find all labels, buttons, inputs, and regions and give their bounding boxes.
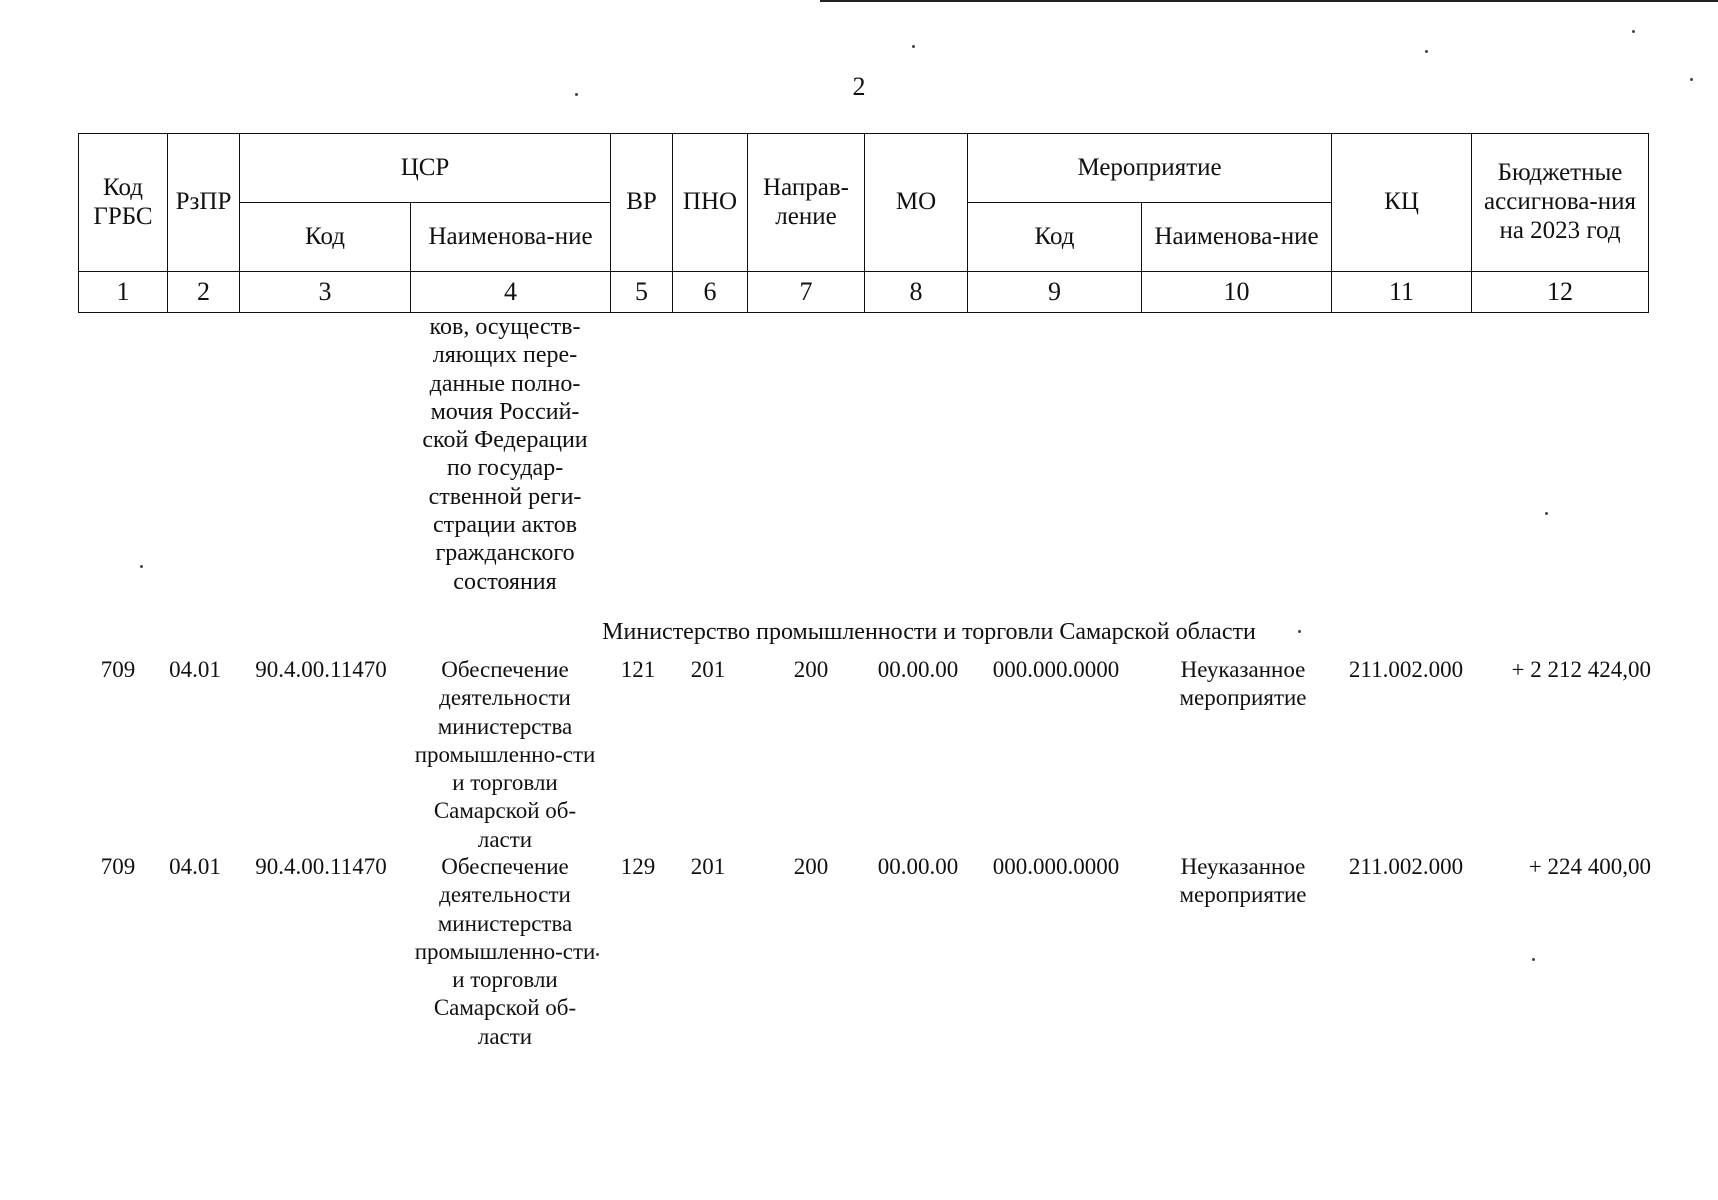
table-header	[78, 133, 1649, 313]
cell-mo: 00.00.00	[877, 854, 959, 879]
column-number: 12	[1472, 272, 1649, 313]
cell-csr-code: 90.4.00.11470	[255, 657, 387, 682]
cell-budget: + 2 212 424,00	[1511, 657, 1651, 682]
cell-csr-name: Обеспечение деятельности министерства промышленно-сти и торговли Самарской об-ласти	[414, 854, 596, 1049]
cell-grbs: 709	[100, 657, 136, 682]
cell-direction: 200	[793, 854, 829, 879]
column-number: 3	[240, 272, 411, 313]
column-number: 4	[411, 272, 611, 313]
scan-speck	[1545, 512, 1548, 515]
cell-mo: 00.00.00	[877, 657, 959, 682]
scan-speck	[596, 953, 599, 956]
scan-speck	[1632, 30, 1635, 33]
cell-pno: 201	[690, 854, 726, 879]
column-number: 1	[79, 272, 168, 313]
column-number: 6	[673, 272, 748, 313]
header-grbs: Код ГРБС	[79, 134, 168, 272]
header-kc: КЦ	[1332, 134, 1472, 272]
cell-event-name: Неуказанное мероприятие	[1179, 657, 1307, 711]
header-mo: МО	[865, 134, 968, 272]
scan-top-edge	[820, 0, 1718, 2]
cell-csr-code: 90.4.00.11470	[255, 854, 387, 879]
cell-vr: 121	[620, 657, 656, 682]
table-row	[78, 853, 1651, 1053]
cell-kc: 211.002.000	[1348, 854, 1464, 879]
header-csr-code: Код	[240, 203, 411, 272]
section-title: Министерство промышленности и торговли Самарской области	[602, 619, 1256, 645]
column-number: 9	[968, 272, 1142, 313]
column-number: 5	[611, 272, 673, 313]
continuation-csr-name: ков, осуществ-ляющих пере-данные полно-мочия Россий-ской Федерации по государ-ственной реги-страции актов гражданского состояния	[422, 314, 588, 595]
scan-speck	[140, 565, 143, 568]
scan-speck	[1532, 958, 1535, 961]
cell-direction: 200	[793, 657, 829, 682]
column-number: 10	[1142, 272, 1332, 313]
header-pno: ПНО	[673, 134, 748, 272]
scan-speck	[575, 93, 578, 96]
cell-kc: 211.002.000	[1348, 657, 1464, 682]
cell-event-code: 000.000.0000	[992, 854, 1120, 879]
cell-rzpr: 04.01	[169, 657, 221, 682]
column-number: 7	[748, 272, 865, 313]
cell-pno: 201	[690, 657, 726, 682]
header-budget: Бюджетные ассигнова-ния на 2023 год	[1472, 134, 1649, 272]
scan-speck	[1298, 630, 1301, 633]
scan-speck	[1690, 78, 1693, 81]
cell-budget: + 224 400,00	[1528, 854, 1651, 879]
header-event-name: Наименова-ние	[1142, 203, 1332, 272]
cell-event-code: 000.000.0000	[992, 657, 1120, 682]
cell-event-name: Неуказанное мероприятие	[1179, 854, 1307, 908]
column-number: 11	[1332, 272, 1472, 313]
header-rzpr: РзПР	[168, 134, 240, 272]
header-direction: Направ-ление	[748, 134, 865, 272]
cell-grbs: 709	[100, 854, 136, 879]
scan-speck	[912, 45, 915, 48]
column-number: 8	[865, 272, 968, 313]
cell-rzpr: 04.01	[169, 854, 221, 879]
cell-csr-name: Обеспечение деятельности министерства промышленно-сти и торговли Самарской об-ласти	[414, 657, 596, 852]
header-event: Мероприятие	[968, 134, 1332, 203]
table-row	[78, 656, 1651, 856]
header-event-code: Код	[968, 203, 1142, 272]
header-vr: ВР	[611, 134, 673, 272]
header-csr: ЦСР	[240, 134, 611, 203]
cell-vr: 129	[620, 854, 656, 879]
page-number: 2	[852, 72, 866, 101]
column-number: 2	[168, 272, 240, 313]
scan-speck	[1425, 50, 1428, 53]
header-csr-name: Наименова-ние	[411, 203, 611, 272]
